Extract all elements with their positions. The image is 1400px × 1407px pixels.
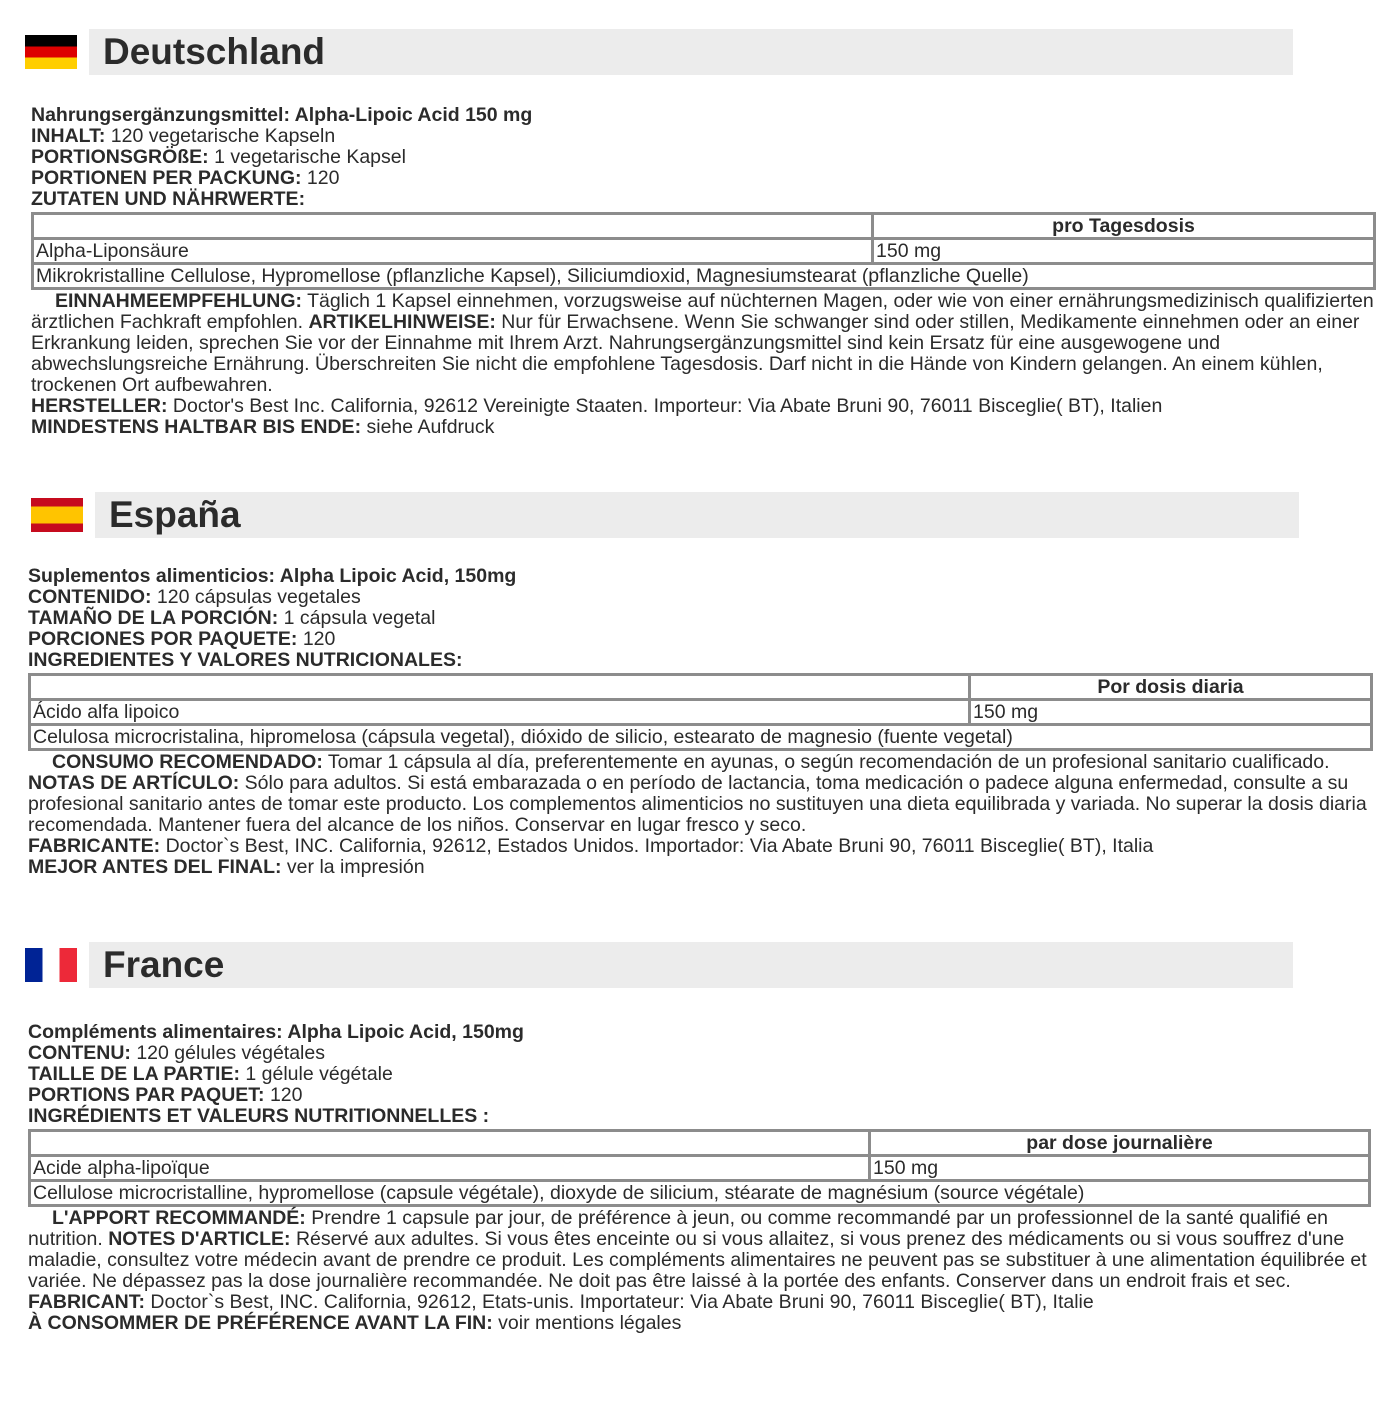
serving-value: 1 cápsula vegetal — [278, 607, 436, 629]
usage-text: Prendre 1 capsule par jour, de préférence à jeun, ou comme recommandé par un professionnel de la santé qualifié en nutrition. — [28, 1207, 1329, 1250]
table-cell-empty — [30, 675, 970, 700]
table-header: par dose journalière — [870, 1131, 1370, 1156]
content-label: CONTENU: — [28, 1042, 131, 1064]
ingredient-name: Acide alpha-lipoïque — [30, 1156, 870, 1181]
usage-text: Täglich 1 Kapsel einnehmen, vorzugsweise auf nüchternen Magen, oder wie von einer ernährungsmedizinisch qualifizierten ärztlichen Fachkraft empfohlen. — [31, 290, 1374, 333]
country-title: Deutschland — [89, 29, 1293, 75]
content-value: 120 vegetarische Kapseln — [105, 125, 336, 147]
usage-label: L'APPORT RECOMMANDÉ: — [52, 1207, 306, 1229]
usage-text: Tomar 1 cápsula al día, preferentemente en ayunas, o según recomendación de un profesional sanitario cualificado. — [322, 751, 1330, 773]
ingredient-name: Alpha-Liponsäure — [33, 239, 873, 264]
nutrition-table — [31, 212, 1376, 290]
usage-paragraph — [31, 291, 1376, 396]
notes-text: Sólo para adultos. Si está embarazada o en período de lactancia, toma medicación o padece alguna enfermedad, consulte a su profesional sanitario antes de tomar este producto. Los complementos alimenticios no sustituyen una dieta equilibrada y variada. No superar la dosis diaria recomendada. Mantener fuera del alcance de los niños. Conservar en lugar fresco y seco. — [28, 772, 1367, 836]
other-ingredients: Mikrokristalline Cellulose, Hypromellose (pflanzliche Kapsel), Siliciumdioxid, Magnesiumstearat (pflanzliche Quelle) — [33, 264, 1375, 289]
table-row — [30, 675, 1372, 700]
serving-value: 1 vegetarische Kapsel — [208, 146, 406, 168]
table-row — [33, 239, 1375, 264]
nutrition-table — [28, 673, 1373, 751]
content-label: INHALT: — [31, 125, 106, 147]
germany-flag-icon — [25, 35, 77, 69]
servings-value: 120 — [297, 628, 336, 650]
bestbefore-text: voir mentions légales — [492, 1312, 682, 1334]
usage-label: EINNAHMEEMPFEHLUNG: — [55, 290, 302, 312]
serving-value: 1 gélule végétale — [239, 1063, 393, 1085]
other-ingredients: Celulosa microcristalina, hipromelosa (cápsula vegetal), dióxido de silicio, estearato de magnesio (fuente vegetal) — [30, 725, 1372, 750]
serving-label: TAMAÑO DE LA PORCIÓN: — [28, 607, 279, 629]
bestbefore-text: siehe Aufdruck — [361, 416, 495, 438]
manufacturer-text: Doctor's Best Inc. California, 92612 Vereinigte Staaten. Importeur: Via Abate Bruni 90, 76011 Bisceglie( BT), Italien — [167, 395, 1163, 417]
bestbefore-label: MINDESTENS HALTBAR BIS ENDE: — [31, 416, 362, 438]
bestbefore-label: MEJOR ANTES DEL FINAL: — [28, 856, 282, 878]
notes-label: ARTIKELHINWEISE: — [308, 311, 496, 333]
product-label: Suplementos alimenticios: Alpha Lipoic Acid, 150mg — [28, 565, 517, 587]
section-header — [0, 29, 1400, 77]
label-body — [28, 1022, 1373, 1334]
table-header: pro Tagesdosis — [873, 214, 1375, 239]
product-label: Compléments alimentaires: Alpha Lipoic Acid, 150mg — [28, 1021, 524, 1043]
content-value: 120 cápsulas vegetales — [151, 586, 361, 608]
manufacturer-text: Doctor`s Best, INC. California, 92612, Estados Unidos. Importador: Via Abate Bruni 90, 76011 Bisceglie( BT), Italia — [160, 835, 1154, 857]
ingredients-label: INGRÉDIENTS ET VALEURS NUTRITIONNELLES : — [28, 1105, 490, 1127]
table-cell-empty — [33, 214, 873, 239]
notes-label: NOTES D'ARTICLE: — [108, 1228, 291, 1250]
label-body — [31, 105, 1376, 438]
usage-label: CONSUMO RECOMENDADO: — [52, 751, 323, 773]
ingredient-amount: 150 mg — [873, 239, 1375, 264]
ingredient-amount: 150 mg — [870, 1156, 1370, 1181]
servings-label: PORTIONEN PER PACKUNG: — [31, 167, 302, 189]
table-row — [30, 700, 1372, 725]
section-header — [0, 942, 1400, 990]
ingredients-label: ZUTATEN UND NÄHRWERTE: — [31, 188, 306, 210]
servings-value: 120 — [264, 1084, 303, 1106]
serving-label: PORTIONSGRÖßE: — [31, 146, 209, 168]
servings-label: PORCIONES POR PAQUETE: — [28, 628, 298, 650]
table-row — [30, 1156, 1370, 1181]
ingredients-label: INGREDIENTES Y VALORES NUTRICIONALES: — [28, 649, 463, 671]
bestbefore-text: ver la impresión — [281, 856, 425, 878]
table-row — [30, 1131, 1370, 1156]
label-body — [28, 566, 1373, 878]
bestbefore-label: À CONSOMMER DE PRÉFÉRENCE AVANT LA FIN: — [28, 1312, 493, 1334]
servings-value: 120 — [301, 167, 340, 189]
table-header: Por dosis diaria — [970, 675, 1372, 700]
usage-paragraph — [28, 1208, 1373, 1292]
section-header — [0, 492, 1400, 540]
nutrition-table — [28, 1129, 1371, 1207]
content-label: CONTENIDO: — [28, 586, 152, 608]
notes-text: Nur für Erwachsene. Wenn Sie schwanger sind oder stillen, Medikamente einnehmen oder an einer Erkrankung leiden, sprechen Sie vor der Einnahme mit Ihrem Arzt. Nahrungsergänzungsmittel sind kein Ersatz für eine ausgewogene und abwechslungsreiche Ernährung. Überschreiten Sie nicht die empfohlene Tagesdosis. Darf nicht in die Hände von Kindern gelangen. An einem kühlen, trockenen Ort aufbewahren. — [31, 311, 1360, 396]
ingredient-name: Ácido alfa lipoico — [30, 700, 970, 725]
country-title: España — [95, 492, 1299, 538]
servings-label: PORTIONS PAR PAQUET: — [28, 1084, 265, 1106]
table-cell-empty — [30, 1131, 870, 1156]
manufacturer-label: FABRICANTE: — [28, 835, 161, 857]
spain-flag-icon — [31, 498, 83, 532]
serving-label: TAILLE DE LA PARTIE: — [28, 1063, 240, 1085]
country-title: France — [89, 942, 1293, 988]
manufacturer-label: FABRICANT: — [28, 1291, 145, 1313]
manufacturer-label: HERSTELLER: — [31, 395, 168, 417]
notes-label: NOTAS DE ARTÍCULO: — [28, 772, 240, 794]
france-flag-icon — [25, 948, 77, 982]
table-row — [30, 1181, 1370, 1206]
content-value: 120 gélules végétales — [130, 1042, 325, 1064]
usage-paragraph — [28, 752, 1373, 836]
table-row — [33, 264, 1375, 289]
table-row — [30, 725, 1372, 750]
table-row — [33, 214, 1375, 239]
ingredient-amount: 150 mg — [970, 700, 1372, 725]
notes-text: Réservé aux adultes. Si vous êtes enceinte ou si vous allaitez, si vous prenez des médicaments ou si vous souffrez d'une maladie, consultez votre médecin avant de prendre ce produit. Les compléments alimentaires ne peuvent pas se substituer à une alimentation équilibrée et variée. Ne dépassez pas la dose journalière recommandée. Ne doit pas être laissé à la portée des enfants. Conserver dans un endroit frais et sec. — [28, 1228, 1367, 1292]
manufacturer-text: Doctor`s Best, INC. California, 92612, Etats-unis. Importateur: Via Abate Bruni 90, 76011 Bisceglie( BT), Italie — [145, 1291, 1094, 1313]
other-ingredients: Cellulose microcristalline, hypromellose (capsule végétale), dioxyde de silicium, stéarate de magnésium (source végétale) — [30, 1181, 1370, 1206]
product-label: Nahrungsergänzungsmittel: Alpha-Lipoic Acid 150 mg — [31, 104, 533, 126]
